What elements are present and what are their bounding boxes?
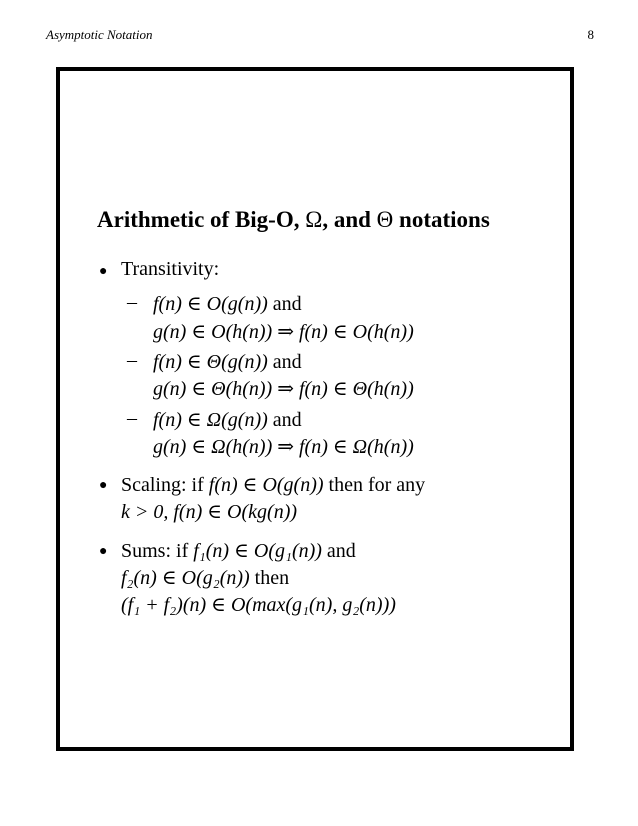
sums-line3: (f₁ + f₂)(n) ∈ O(max(g₁(n), g₂(n))) bbox=[121, 594, 396, 616]
dash-icon: – bbox=[127, 349, 137, 371]
slide-title bbox=[97, 207, 490, 233]
transitivity-item-1-line2: g(n) ∈ O(h(n)) ⇒ f(n) ∈ O(h(n)) bbox=[153, 321, 414, 343]
connector-text: then for any bbox=[328, 474, 426, 496]
connector-text: and bbox=[272, 351, 302, 373]
bullet-icon: ● bbox=[99, 544, 108, 559]
sums-line2 bbox=[121, 565, 289, 590]
title-omega: Ω bbox=[305, 207, 323, 232]
transitivity-item-3-line2: g(n) ∈ Ω(h(n)) ⇒ f(n) ∈ Ω(h(n)) bbox=[153, 436, 414, 458]
math-expression: f(n) ∈ O(g(n)) bbox=[153, 293, 268, 315]
transitivity-item-1-line1 bbox=[153, 291, 302, 316]
math-expression: f(n) ∈ O(g(n)) bbox=[208, 474, 324, 496]
bullet-icon: ● bbox=[99, 478, 108, 493]
title-prefix: Arithmetic of Big-O, bbox=[97, 207, 300, 232]
bullet-icon: ● bbox=[99, 264, 108, 279]
page-number: 8 bbox=[587, 27, 594, 42]
transitivity-item-2-line1 bbox=[153, 349, 302, 374]
connector-text: and bbox=[326, 540, 356, 562]
connector-text: and bbox=[272, 409, 302, 431]
title-suffix: notations bbox=[399, 207, 490, 232]
sums-label: Sums: if bbox=[121, 540, 189, 562]
connector-text: then bbox=[254, 567, 290, 589]
scaling-line2: k > 0, f(n) ∈ O(kg(n)) bbox=[121, 501, 298, 523]
connector-text: and bbox=[272, 293, 302, 315]
scaling-line1 bbox=[121, 472, 425, 497]
sums-line1 bbox=[121, 538, 356, 563]
math-expression: f(n) ∈ Θ(g(n)) bbox=[153, 351, 268, 373]
transitivity-item-2-line2: g(n) ∈ Θ(h(n)) ⇒ f(n) ∈ Θ(h(n)) bbox=[153, 378, 414, 400]
math-expression: f(n) ∈ Ω(g(n)) bbox=[153, 409, 268, 431]
running-head-title: Asymptotic Notation bbox=[46, 27, 153, 42]
math-expression: f₁(n) ∈ O(g₁(n)) bbox=[193, 540, 322, 562]
dash-icon: – bbox=[127, 291, 137, 313]
title-and: , and bbox=[322, 207, 371, 232]
title-theta: Θ bbox=[376, 207, 394, 232]
transitivity-item-3-line1 bbox=[153, 407, 302, 432]
transitivity-label: Transitivity: bbox=[121, 258, 220, 280]
scaling-label: Scaling: if bbox=[121, 474, 204, 496]
dash-icon: – bbox=[127, 407, 137, 429]
math-expression: f₂(n) ∈ O(g₂(n)) bbox=[121, 567, 250, 589]
